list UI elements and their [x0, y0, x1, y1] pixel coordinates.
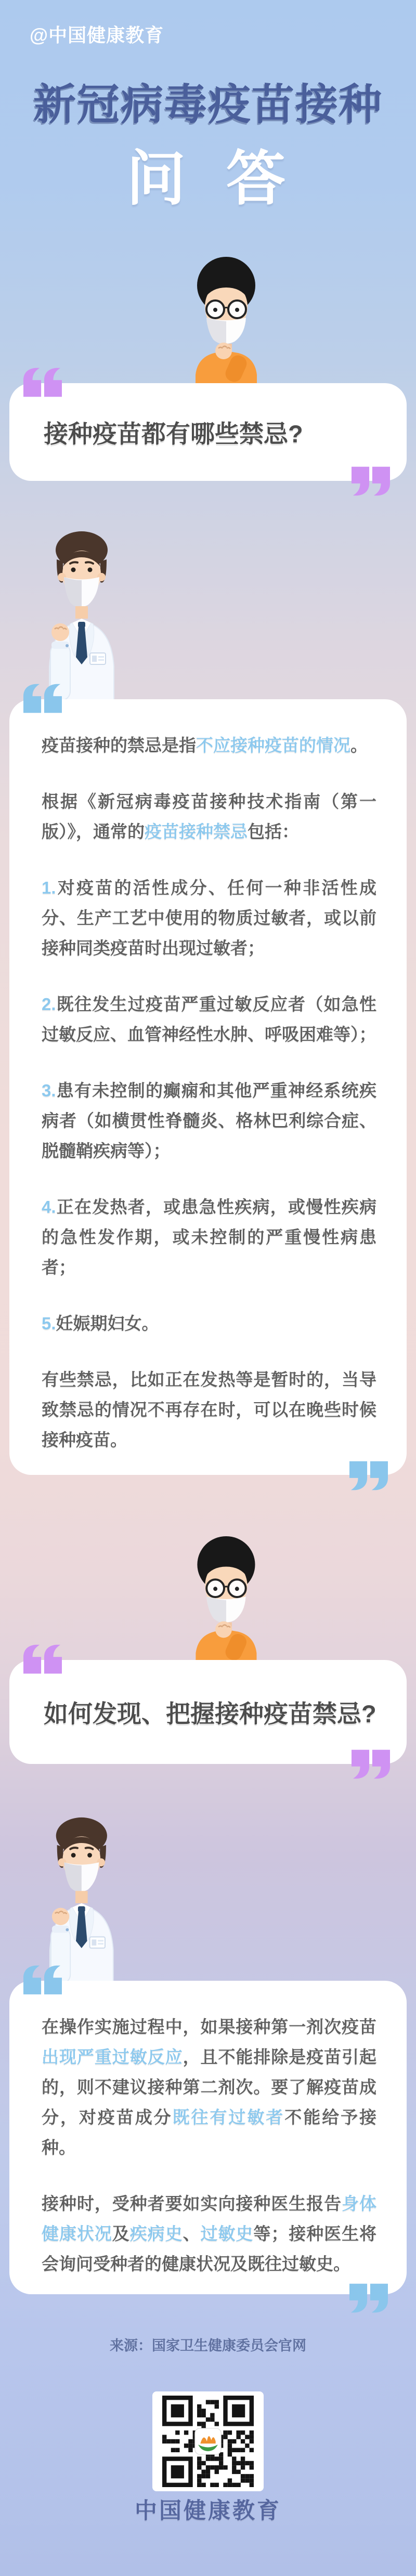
- open-quote-icon: [23, 1644, 62, 1674]
- patient-illustration: [182, 253, 264, 384]
- open-quote-icon: [23, 1965, 62, 1995]
- close-quote-icon: [352, 1749, 390, 1779]
- answer-paragraph: 2.既往发生过疫苗严重过敏反应者（如急性过敏反应、血管神经性水肿、呼吸困难等）；: [42, 995, 376, 1044]
- source-line: 来源：国家卫生健康委员会官网: [110, 2338, 306, 2353]
- answer-paragraph: 在操作实施过程中，如果接种第一剂次疫苗出现严重过敏反应，且不能排除是疫苗引起的，则不建议接种第二剂次。要了解疫苗成分，对疫苗成分既往有过敏者不能给予接种。: [42, 2017, 377, 2157]
- doctor-illustration: [38, 528, 115, 700]
- patient-illustration: [182, 1533, 264, 1663]
- doctor-illustration: [38, 1814, 115, 1983]
- answer-card-2: [9, 1981, 407, 2294]
- answer-paragraph: 接种时，受种者要如实向接种医生报告身体健康状况及疾病史、过敏史等；接种医生将会询问受种者的健康状况及既往过敏史。: [42, 2194, 377, 2273]
- qr-code: [152, 2391, 264, 2491]
- account-badge: @中国健康教育: [30, 24, 164, 46]
- page-subtitle: 问 答: [126, 146, 290, 212]
- footer-title: 中国健康教育: [135, 2499, 281, 2523]
- qr-pattern: [162, 2396, 254, 2487]
- question-card-2: [9, 1660, 407, 1764]
- answer-paragraph: 1.对疫苗的活性成分、任何一种非活性成分、生产工艺中使用的物质过敏者，或以前接种同类疫苗时出现过敏者；: [42, 878, 376, 958]
- answer-paragraph: 3.患有未控制的癫痫和其他严重神经系统疾病者（如横贯性脊髓炎、格林巴利综合症、脱髓鞘疾病等）；: [42, 1081, 376, 1160]
- question-text: 如何发现、把握接种疫苗禁忌?: [44, 1699, 376, 1728]
- page-title: 新冠病毒疫苗接种: [33, 81, 383, 128]
- open-quote-icon: [23, 368, 62, 397]
- answer-paragraph: 根据《新冠病毒疫苗接种技术指南（第一版）》，通常的疫苗接种禁忌包括：: [42, 792, 376, 841]
- answer-paragraph: 4.正在发热者，或患急性疾病，或慢性疾病的急性发作期，或未控制的严重慢性病患者；: [42, 1197, 376, 1277]
- close-quote-icon: [349, 2283, 388, 2313]
- answer-paragraph: 有些禁忌，比如正在发热等是暂时的，当导致禁忌的情况不再存在时，可以在晚些时候接种疫苗。: [42, 1370, 376, 1449]
- close-quote-icon: [349, 1461, 388, 1490]
- question-text: 接种疫苗都有哪些禁忌?: [44, 420, 303, 448]
- answer-paragraph: 5.妊娠期妇女。: [42, 1314, 159, 1333]
- answer-card-1: [9, 699, 407, 1475]
- question-card-1: [9, 383, 407, 481]
- open-quote-icon: [23, 684, 62, 713]
- answer-paragraph: 疫苗接种的禁忌是指不应接种疫苗的情况。: [42, 736, 368, 755]
- close-quote-icon: [352, 466, 390, 496]
